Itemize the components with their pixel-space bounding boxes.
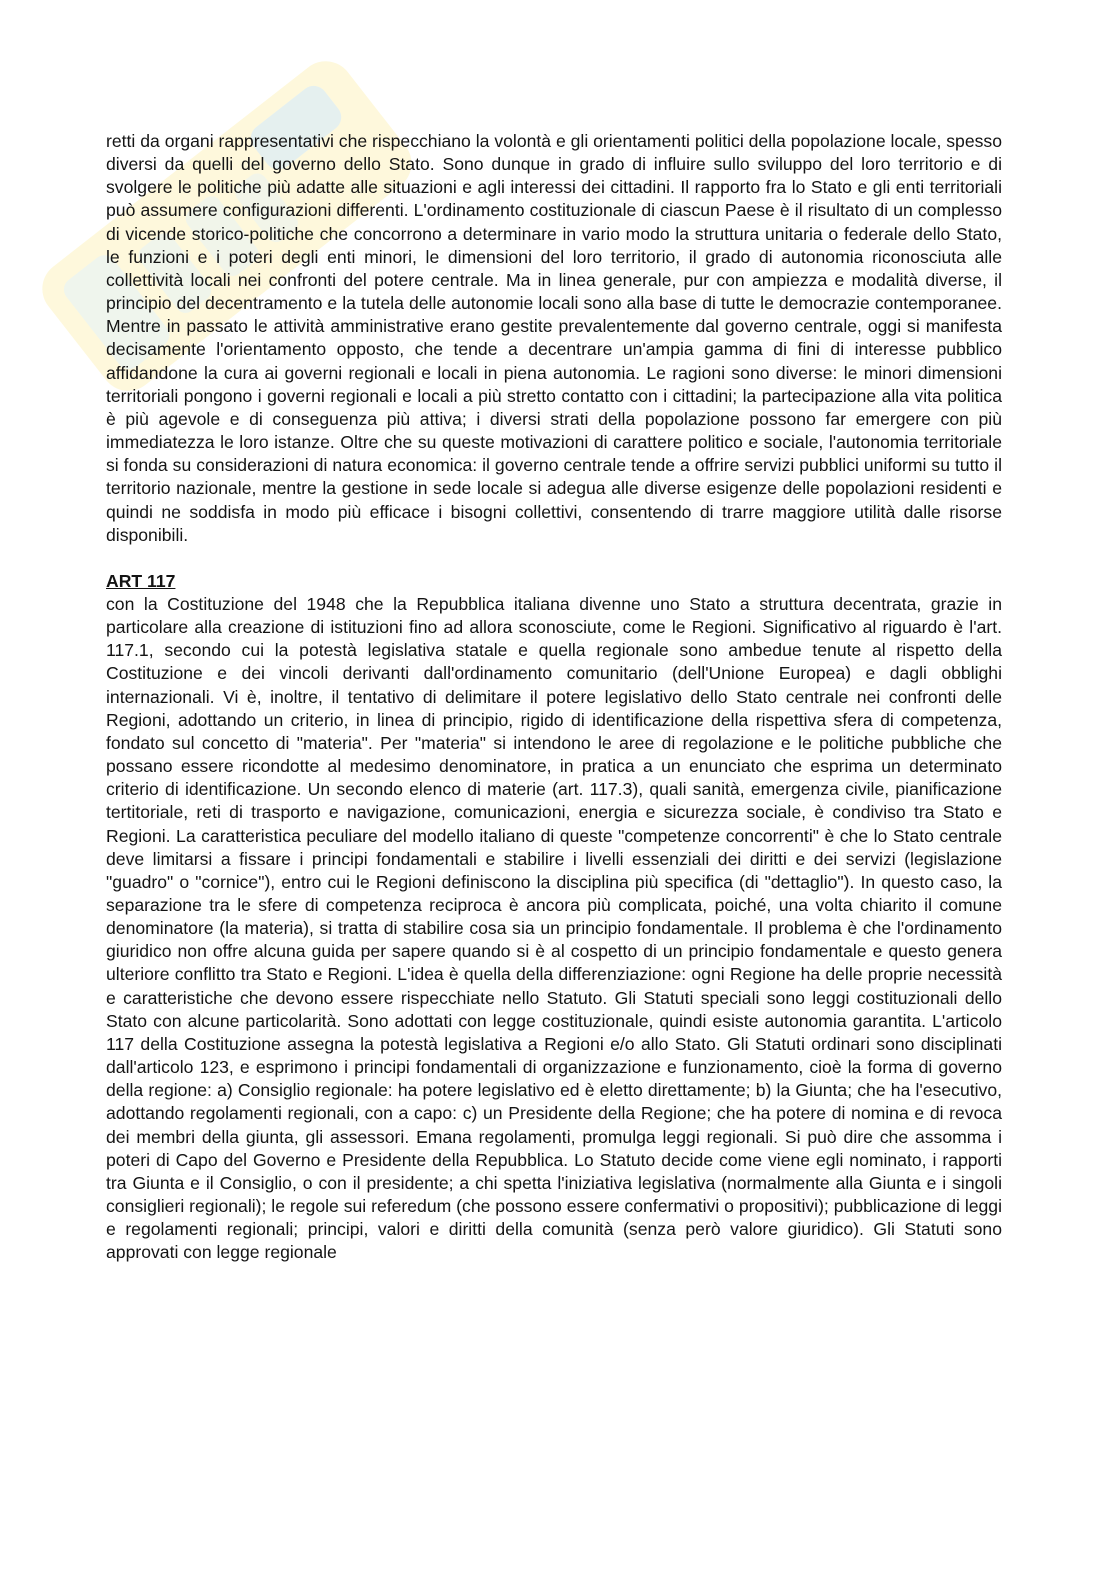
body-paragraph-2: con la Costituzione del 1948 che la Repubblica italiana divenne uno Stato a struttura decentrata, grazie in particolare alla creazione di istituzioni fino ad allora sconosciute, come le Regioni. Significativo al riguardo è l'art. 117.1, secondo cui la potestà legislativa statale e quella regionale sono ambedue tenute al rispetto della Costituzione e dei vincoli derivanti dall'ordinamento comunitario (dell'Unione Europea) e dagli obblighi internazionali. Vi è, inoltre, il tentativo di delimitare il potere legislativo dello Stato centrale nei confronti delle Regioni, adottando un criterio, in linea di principio, rigido di identificazione della rispettiva sfera di competenza, fondato sul concetto di "materia". Per "materia" si intendono le aree di regolazione e le politiche pubbliche che possano essere ricondotte al medesimo denominatore, in pratica a un enunciato che esprima un determinato criterio di identificazione. Un secondo elenco di materie (art. 117.3), quali sanità, emergenza civile, pianificazione tertitoriale, reti di trasporto e navigazione, comunicazioni, energia e sicurezza sociale, è condiviso tra Stato e Regioni. La caratteristica peculiare del modello italiano di queste "competenze concorrenti" è che lo Stato centrale deve limitarsi a fissare i principi fondamentali e stabilire i livelli essenziali dei diritti e dei servizi (legislazione "guadro" o "cornice"), entro cui le Regioni definiscono la disciplina più specifica (di "dettaglio"). In questo caso, la separazione tra le sfere di competenza reciproca è ancora più complicata, poiché, una volta chiarito il comune denominatore (la materia), si tratta di stabilire cosa sia un principio fondamentale. Il problema è che l'ordinamento giuridico non offre alcuna guida per sapere quando si è al cospetto di un principio fondamentale e questo genera ulteriore conflitto tra Stato e Regioni. L'idea è quella della differenziazione: ogni Regione ha delle proprie necessità e caratteristiche che devono essere rispecchiate nello Statuto. Gli Statuti speciali sono leggi costituzionali dello Stato con alcune particolarità. Sono adottati con legge costituzionale, quindi esiste autonomia garantita. L'articolo 117 della Costituzione assegna la potestà legislativa a Regioni e/o allo Stato. Gli Statuti ordinari sono disciplinati dall'articolo 123, e esprimono i principi fondamentali di organizzazione e funzionamento, cioè la forma di governo della regione: a) Consiglio regionale: ha potere legislativo ed è eletto direttamente; b) la Giunta; che ha l'esecutivo, adottando regolamenti regionali, con a capo: c) un Presidente della Regione; che ha potere di nomina e di revoca dei membri della giunta, gli assessori. Emana regolamenti, promulga leggi regionali. Si può dire che assomma i poteri di Capo del Governo e Presidente della Repubblica. Lo Statuto decide come viene egli nominato, i rapporti tra Giunta e il Consiglio, o con il presidente; a chi spetta l'iniziativa legislativa (normalmente alla Giunta e i singoli consiglieri regionali); le regole sui referedum (che possono essere confermativi o propositivi); pubblicazione di leggi e regolamenti regionali; principi, valori e diritti della comunità (senza però valore giuridico). Gli Statuti sono approvati con legge regionale <box>106 593 1002 1263</box>
body-paragraph-1: retti da organi rappresentativi che rispecchiano la volontà e gli orientamenti politici della popolazione locale, spesso diversi da quelli del governo dello Stato. Sono dunque in grado di influire sullo sviluppo del loro territorio e di svolgere le politiche più adatte alle situazioni e agli interessi dei cittadini. Il rapporto fra lo Stato e gli enti territoriali può assumere configurazioni differenti. L'ordinamento costituzionale di ciascun Paese è il risultato di un complesso di vicende storico-politiche che concorrono a determinare in vario modo la struttura unitaria o federale dello Stato, le funzioni e i poteri degli enti minori, le dimensioni del loro territorio, il grado di autonomia riconosciuta alle collettività locali nei confronti del potere centrale. Ma in linea generale, pur con ampiezza e modalità diverse, il principio del decentramento e la tutela delle autonomie locali sono alla base di tutte le democrazie contemporanee. Mentre in passato le attività amministrative erano gestite prevalentemente dal governo centrale, oggi si manifesta decisamente l'orientamento opposto, che tende a decentrare un'ampia gamma di fini di interesse pubblico affidandone la cura ai governi regionali e locali in piena autonomia. Le ragioni sono diverse: le minori dimensioni territoriali pongono i governi regionali e locali a più stretto contatto con i cittadini; la partecipazione alla vita politica è più agevole e di conseguenza più attiva; i diversi strati della popolazione possono far emergere con più immediatezza le loro istanze. Oltre che su queste motivazioni di carattere politico e sociale, l'autonomia territoriale si fonda su considerazioni di natura economica: il governo centrale tende a offrire servizi pubblici uniformi su tutto il territorio nazionale, mentre la gestione in sede locale si adegua alle diverse esigenze delle popolazioni residenti e quindi ne soddisfa in modo più efficace i bisogni collettivi, consentendo di trarre maggiore utilità dalle risorse disponibili. <box>106 131 1002 545</box>
document-body <box>106 130 1002 1265</box>
section-heading-art-117: ART 117 <box>106 570 176 591</box>
